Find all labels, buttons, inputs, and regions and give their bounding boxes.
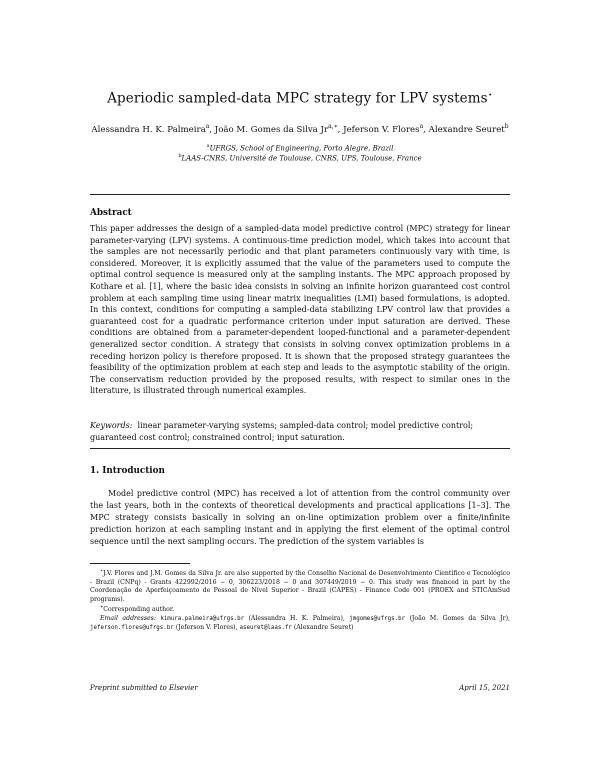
affiliation: $^b$LAAS-CNRS, Université de Toulouse, CNRS, UPS, Toulouse, France [178,153,422,163]
author-list: Alessandra H. K. Palmeira$^a$, João M. Gomes da Silva $Jr^{a,∗}$, Jeferson V. Flores$^a$, Alexandre Seuret$^b$ [91,123,509,135]
keywords [90,420,510,443]
funding-footnote: ⋆J.V. Flores and J.M. Gomes da Silva Jr. are also supported by the Conselho Nacional de Desenvolvimento Científico e Tecnológico - Brazil (CNPq) - Grants 422992/2016 − 0, 306223/2018 − 0 and 307449/2019 − 0. This study was financed in part by the Coordenação de Aperfeiçoamento de Pessoal de Nível Superior - Brazil (CAPES) - Finance Code 001 (PROEX and STICAmSud programs). [90,569,510,603]
section-heading: 1. Introduction [90,466,165,476]
footer-date: April 15, 2021 [459,684,510,692]
email-footnote: Email addresses: kimura.palmeira@ufrgs.br (Alessandra H. K. Palmeira), jmgomes@ufrgs.br (João M. Gomes da Silva Jr), jeferson.flores@ufrgs.br (Jeferson V. Flores), aseuret@laas.fr (Alexandre Seuret) [90,615,510,631]
email-link[interactable]: aseuret@laas.fr [239,624,292,631]
email-link[interactable]: kimura.palmeira@ufrgs.br [160,616,245,623]
affiliation: $^a$UFRGS, School of Engineering, Porto Alegre, Brazil [206,143,394,153]
keywords-text: linear parameter-varying systems; sampled-data control; model predictive control; guaranteed cost control; constrained control; input saturation. [90,421,474,442]
abstract-top-rule [90,194,510,195]
abstract-body: This paper addresses the design of a sampled-data model predictive control (MPC) strategy for linear parameter-varying (LPV) systems. A continuous-time prediction model, which takes into account that the samples are not necessarily periodic and that plant parameters continuously vary with time, is considered. Moreover, it is explicitly assumed that the value of the parameters used to compute the optimal control sequence is measured only at the sampling instants. The MPC approach proposed by Kothare et al. [1], where the basic idea consists in solving an infinite horizon guaranteed cost control problem at each sampling time using linear matrix inequalities (LMI) based formulations, is adopted. In this context, conditions for computing a sampled-data stabilizing LPV control law that provides a guaranteed cost for a quadratic performance criterion under input saturation are derived. These conditions are obtained from a parameter-dependent looped-functional and a parameter-dependent generalized sector condition. A strategy that consists in solving convex optimization problems in a receding horizon policy is therefore proposed. It is shown that the proposed strategy guarantees the feasibility of the optimization problem at each step and leads to the asymptotic stability of the origin. The conservatism reduction provided by the proposed results, with respect to similar ones in the literature, is illustrated through numerical examples. [90,224,510,396]
author: Alessandra H. K. Palmeira$^a$ [91,123,210,135]
affiliations [0,143,600,164]
author: Alexandre Seuret$^b$ [428,123,509,135]
email-link[interactable]: jmgomes@ufrgs.br [349,616,406,623]
paper-title [0,90,600,108]
footer-preprint: Preprint submitted to Elsevier [90,684,198,692]
footnotes [90,568,510,632]
author: Jeferson V. Flores$^a$ [343,123,424,135]
abstract-bottom-rule [90,448,510,449]
intro-paragraph: Model predictive control (MPC) has received a lot of attention from the control community over the last years, both in the contexts of theoretical developments and practical applications [1–3]. The MPC strategy consists basically in solving an on-line optimization problem over a finite/infinite prediction horizon at each sampling instant and in applying the first element of the optimal control sequence until the next sampling occurs. The prediction of the system variables is [90,489,510,546]
email-link[interactable]: jeferson.flores@ufrgs.br [90,624,174,631]
footnote-rule [90,563,190,564]
title-footnote-mark: ⋆ [487,90,493,99]
abstract-heading: Abstract [90,208,132,218]
page-footer [90,684,510,693]
title-text: Aperiodic sampled-data MPC strategy for LPV systems [107,90,488,107]
author: João M. Gomes da Silva $Jr^{a,∗}$ [214,123,338,135]
corresponding-footnote: ∗Corresponding author. [100,605,175,614]
keywords-label: Keywords: [90,421,133,430]
